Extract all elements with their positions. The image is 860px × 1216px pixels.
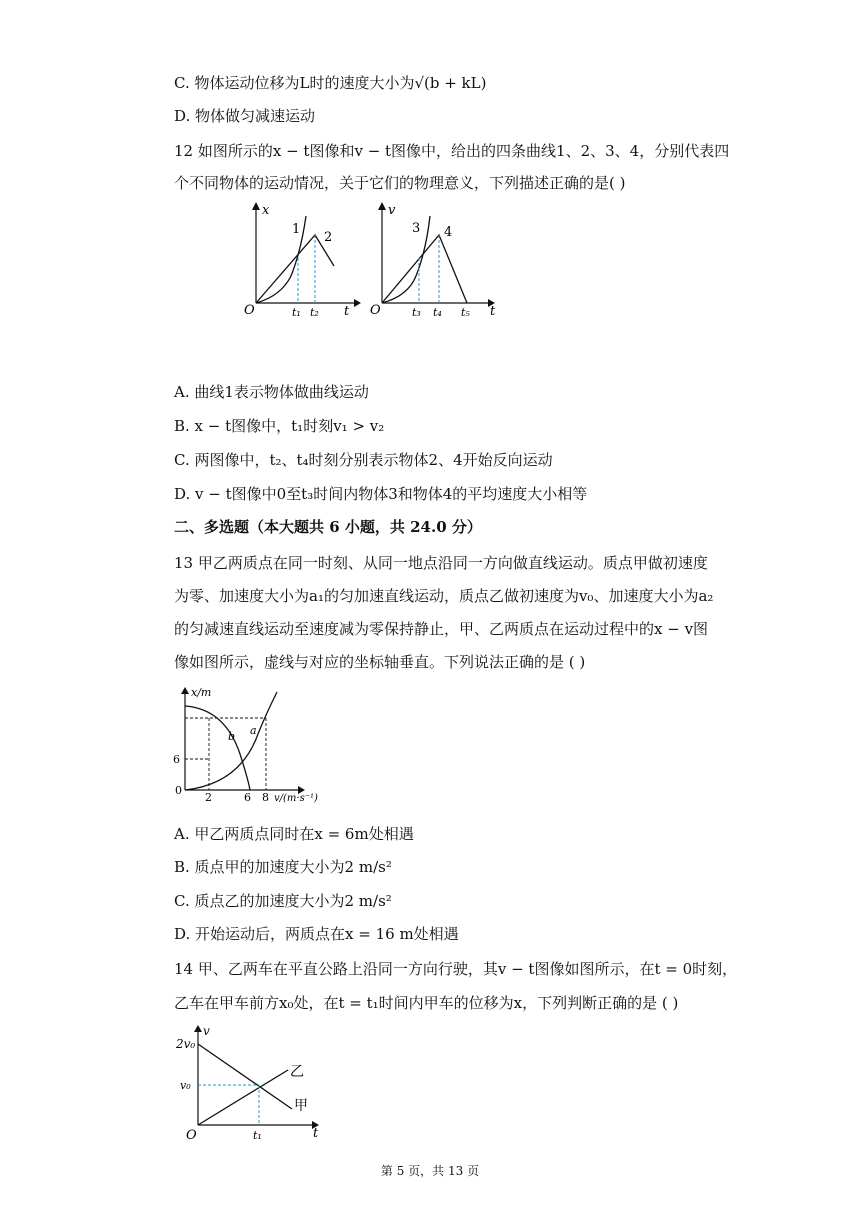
tick-t5: t₅: [461, 306, 470, 319]
fig13-xtick-2: 2: [205, 791, 212, 804]
option-c-q11: C. 物体运动位移为L时的速度大小为√(b + kL): [174, 74, 487, 92]
page-footer: 第 5 页，共 13 页: [380, 1164, 480, 1178]
vt-ylabel: v: [388, 203, 396, 218]
vt-xlabel: t: [490, 304, 496, 319]
figure-q14: [172, 1022, 332, 1147]
tick-t2: t₂: [310, 306, 319, 319]
question-13-line4: 像如图所示，虚线与对应的坐标轴垂直。下列说法正确的是 ( ): [174, 653, 586, 671]
figure-q12: [236, 196, 516, 326]
option-a-q13: A. 甲乙两质点同时在x = 6m处相遇: [174, 825, 414, 843]
xt-origin: O: [244, 303, 255, 318]
option-d-q12: D. v − t图像中0至t₃时间内物体3和物体4的平均速度大小相等: [174, 485, 588, 503]
option-c-q13: C. 质点乙的加速度大小为2 m/s²: [174, 892, 392, 910]
fig14-xlabel: t: [313, 1126, 319, 1141]
option-b-q12: B. x − t图像中，t₁时刻v₁ > v₂: [174, 417, 385, 435]
fig14-xtick-t1: t₁: [253, 1129, 262, 1142]
fig14-origin: O: [186, 1128, 197, 1143]
fig13-ytick-6: 6: [173, 753, 180, 766]
fig13-ylabel: x/m: [191, 686, 212, 699]
figure-q13: [170, 684, 330, 804]
curve-3-label: 3: [412, 221, 421, 236]
tick-t1: t₁: [292, 306, 301, 319]
xt-xlabel: t: [344, 304, 350, 319]
xt-ylabel: x: [262, 203, 270, 218]
fig14-ytick-v0: v₀: [180, 1079, 191, 1092]
section-heading: 二、多选题（本大题共 6 小题，共 24.0 分）: [174, 518, 482, 536]
fig14-ytick-2v0: 2v₀: [176, 1037, 196, 1051]
curve-2-label: 2: [324, 230, 333, 245]
option-a-q12: A. 曲线1表示物体做曲线运动: [174, 383, 369, 401]
fig13-xtick-8: 8: [262, 791, 269, 804]
xt-graph: [244, 202, 361, 319]
option-d-q11: D. 物体做匀减速运动: [174, 107, 316, 125]
line-yi-label: 乙: [290, 1064, 304, 1080]
vt-origin: O: [370, 303, 381, 318]
curve-4-label: 4: [444, 225, 453, 240]
question-12-line2: 个不同物体的运动情况，关于它们的物理意义，下列描述正确的是( ): [174, 174, 626, 192]
question-13-line3: 的匀减速直线运动至速度减为零保持静止，甲、乙两质点在运动过程中的x − v图: [174, 620, 709, 638]
tick-t3: t₃: [412, 306, 421, 319]
fig13-xtick-6: 6: [244, 791, 251, 804]
option-b-q13: B. 质点甲的加速度大小为2 m/s²: [174, 858, 392, 876]
option-d-q13: D. 开始运动后，两质点在x = 16 m处相遇: [174, 925, 459, 943]
vt-graph: [370, 202, 496, 319]
tick-t4: t₄: [433, 306, 442, 319]
curve-a-label: a: [250, 724, 257, 737]
question-14-line1: 14 甲、乙两车在平直公路上沿同一方向行驶，其v − t图像如图所示，在t = 0时刻，: [174, 960, 738, 978]
question-13-line2: 为零、加速度大小为a₁的匀加速直线运动，质点乙做初速度为v₀、加速度大小为a₂: [174, 587, 714, 605]
line-jia-label: 甲: [294, 1098, 308, 1114]
option-c-q12: C. 两图像中，t₂、t₄时刻分别表示物体2、4开始反向运动: [174, 451, 553, 469]
fig13-origin: 0: [175, 784, 182, 797]
question-14-line2: 乙车在甲车前方x₀处，在t = t₁时间内甲车的位移为x，下列判断正确的是 ( ): [174, 994, 679, 1012]
curve-1-label: 1: [292, 222, 301, 237]
question-13-line1: 13 甲乙两质点在同一时刻、从同一地点沿同一方向做直线运动。质点甲做初速度: [174, 554, 708, 572]
question-12-line1: 12 如图所示的x − t图像和v − t图像中，给出的四条曲线1、2、3、4，分别代表四: [174, 142, 730, 160]
fig14-ylabel: v: [203, 1024, 210, 1038]
fig13-xlabel: v/(m·s⁻¹): [274, 793, 318, 804]
curve-b-label: b: [228, 730, 236, 743]
